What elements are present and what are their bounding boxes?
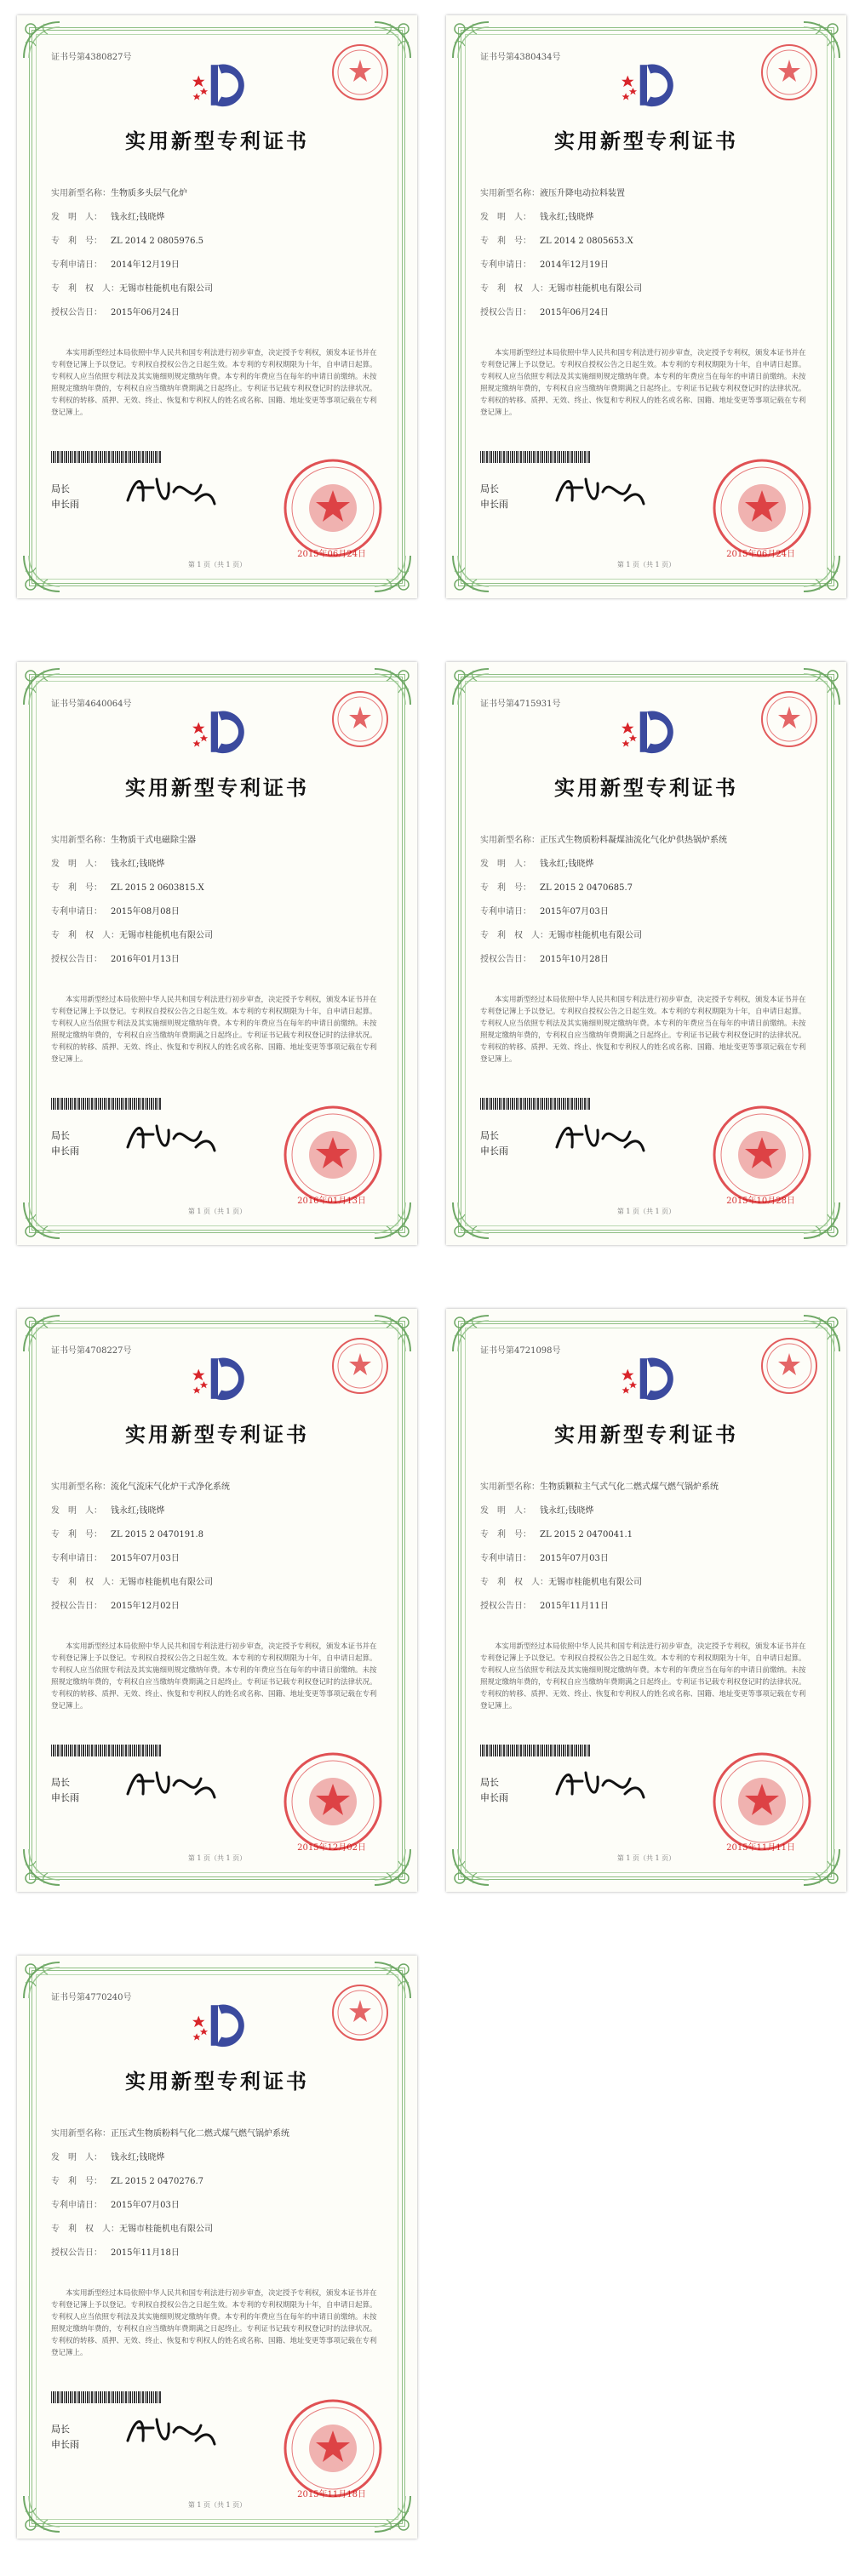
page-number: 第 1 页（共 1 页） — [187, 1208, 247, 1215]
utility-name-label: 实用新型名称： — [480, 836, 540, 845]
inventor-label: 发 明 人： — [51, 860, 102, 869]
patentee-row — [51, 1574, 213, 1587]
inventor-row — [51, 856, 164, 869]
inventor-value: 钱永红;钱晓烨 — [111, 1506, 165, 1516]
patentee-value: 无锡市桂能机电有限公司 — [119, 2225, 213, 2234]
corner-seal-icon — [759, 689, 819, 749]
inventor-value: 钱永红;钱晓烨 — [111, 213, 165, 222]
filing-date-label: 专利申请日： — [51, 1554, 102, 1563]
grant-date-value: 2015年12月02日 — [111, 1602, 180, 1611]
page-number: 第 1 页（共 1 页） — [616, 1208, 676, 1215]
utility-name-label: 实用新型名称： — [51, 836, 111, 845]
director-block — [480, 482, 508, 512]
corner-seal-icon — [330, 1336, 390, 1396]
official-seal-icon — [712, 1105, 812, 1205]
patent-number-label: 专 利 号： — [480, 883, 531, 893]
inventor-row — [51, 2150, 164, 2162]
utility-name-value: 生物质干式电磁除尘器 — [111, 836, 196, 845]
utility-name-row — [480, 186, 625, 198]
patentee-label: 专 利 权 人： — [51, 1578, 119, 1587]
patent-number-value: ZL 2014 2 0805976.5 — [111, 237, 204, 246]
grant-date-value: 2015年11月11日 — [540, 1602, 609, 1611]
grant-date-label: 授权公告日： — [480, 1602, 531, 1611]
patentee-value: 无锡市桂能机电有限公司 — [548, 931, 642, 940]
utility-name-row — [480, 1479, 719, 1492]
certificate-title: 实用新型专利证书 — [554, 1422, 738, 1447]
patentee-row — [51, 2221, 213, 2234]
official-seal-icon — [283, 2398, 383, 2499]
director-title: 局长 — [480, 1130, 499, 1141]
inventor-value: 钱永红;钱晓烨 — [540, 1506, 594, 1516]
grant-date-value: 2015年10月28日 — [540, 955, 609, 964]
utility-name-row — [51, 186, 187, 198]
utility-name-value: 正压式生物质粉料凝煤油流化气化炉供热锅炉系统 — [540, 836, 727, 845]
patent-number-label: 专 利 号： — [51, 2177, 102, 2186]
certificate-number: 证书号第4380434号 — [480, 53, 561, 62]
patent-certificate — [17, 1309, 417, 1892]
filing-date-value: 2014年12月19日 — [540, 260, 609, 270]
patentee-label: 专 利 权 人： — [51, 284, 119, 294]
utility-name-row — [51, 1479, 230, 1492]
patent-certificate — [446, 662, 846, 1245]
utility-name-value: 流化气流床气化炉干式净化系统 — [111, 1482, 230, 1492]
signature-icon — [119, 2407, 221, 2458]
certificate-body-text: 本实用新型经过本局依照中华人民共和国专利法进行初步审查，决定授予专利权，颁发本证书并在专利登记簿上予以登记。专利权自授权公告之日起生效。本专利的专利权期限为十年，自申请日起算。专利权人应当依照专利法及其实施细则规定缴纳年费。本专利的年费应当在每年的申请日前缴纳。未按照规定缴纳年费的，专利权自应当缴纳年费期满之日起终止。专利证书记载专利权登记时的法律状况。专利权的转移、质押、无效、终止、恢复和专利权人的姓名或名称、国籍、地址变更等事项记载在专利登记簿上。 — [51, 996, 377, 1064]
patent-certificate — [446, 1309, 846, 1892]
patent-number-row — [51, 233, 203, 246]
signature-icon — [548, 1760, 650, 1811]
filing-date-label: 专利申请日： — [480, 1554, 531, 1563]
utility-name-label: 实用新型名称： — [51, 2129, 111, 2139]
inventor-label: 发 明 人： — [480, 860, 531, 869]
filing-date-row — [51, 2197, 180, 2210]
barcode-icon — [480, 1098, 591, 1110]
certificate-title: 实用新型专利证书 — [125, 2069, 309, 2093]
grant-date-row — [51, 1598, 180, 1611]
cnipa-logo-icon — [187, 706, 249, 757]
page-number: 第 1 页（共 1 页） — [187, 561, 247, 568]
filing-date-row — [51, 904, 180, 917]
official-seal-icon — [283, 458, 383, 558]
patentee-value: 无锡市桂能机电有限公司 — [548, 1578, 642, 1587]
grant-date-label: 授权公告日： — [480, 955, 531, 964]
inventor-row — [480, 1503, 593, 1516]
barcode-icon — [51, 2391, 162, 2403]
page-number: 第 1 页（共 1 页） — [616, 1854, 676, 1862]
grant-date-label: 授权公告日： — [480, 308, 531, 317]
patentee-label: 专 利 权 人： — [480, 284, 548, 294]
cnipa-logo-icon — [187, 2000, 249, 2051]
corner-seal-icon — [330, 1983, 390, 2042]
director-block — [51, 482, 79, 512]
grant-date-row — [51, 951, 180, 964]
director-title: 局长 — [51, 1130, 70, 1141]
patent-number-value: ZL 2015 2 0603815.X — [111, 883, 204, 893]
barcode-icon — [480, 1745, 591, 1756]
patent-number-row — [480, 1527, 633, 1539]
certificate-number: 证书号第4770240号 — [51, 1993, 132, 2002]
patentee-row — [51, 928, 213, 940]
grant-date-label: 授权公告日： — [51, 2248, 102, 2258]
utility-name-row — [51, 832, 196, 845]
grant-date-label: 授权公告日： — [51, 1602, 102, 1611]
inventor-label: 发 明 人： — [51, 2153, 102, 2162]
barcode-icon — [51, 1745, 162, 1756]
seal-date: 2015年06月24日 — [297, 550, 366, 559]
patentee-value: 无锡市桂能机电有限公司 — [119, 931, 213, 940]
utility-name-label: 实用新型名称： — [51, 189, 111, 198]
filing-date-row — [51, 1551, 180, 1563]
inventor-value: 钱永红;钱晓烨 — [111, 860, 165, 869]
utility-name-value: 生物质多头层气化炉 — [111, 189, 187, 198]
patent-number-value: ZL 2015 2 0470276.7 — [111, 2177, 204, 2186]
official-seal-icon — [283, 1751, 383, 1852]
filing-date-value: 2015年07月03日 — [111, 1554, 180, 1563]
grant-date-row — [480, 1598, 609, 1611]
certificate-title: 实用新型专利证书 — [554, 775, 738, 800]
corner-seal-icon — [759, 43, 819, 102]
utility-name-value: 液压升降电动拉料装置 — [540, 189, 625, 198]
filing-date-row — [480, 1551, 609, 1563]
utility-name-row — [51, 2126, 289, 2139]
filing-date-label: 专利申请日： — [51, 260, 102, 270]
patent-number-value: ZL 2015 2 0470041.1 — [540, 1530, 633, 1539]
certificate-title: 实用新型专利证书 — [554, 129, 738, 153]
certificate-number: 证书号第4640064号 — [51, 700, 132, 709]
patent-number-value: ZL 2015 2 0470191.8 — [111, 1530, 204, 1539]
filing-date-label: 专利申请日： — [51, 2201, 102, 2210]
filing-date-value: 2014年12月19日 — [111, 260, 180, 270]
inventor-row — [51, 209, 164, 222]
cnipa-logo-icon — [616, 60, 678, 111]
patentee-value: 无锡市桂能机电有限公司 — [548, 284, 642, 294]
director-name: 申长雨 — [51, 1792, 79, 1803]
patent-number-label: 专 利 号： — [480, 237, 531, 246]
patent-number-label: 专 利 号： — [51, 1530, 102, 1539]
filing-date-row — [480, 257, 609, 270]
inventor-row — [480, 856, 593, 869]
certificate-body-text: 本实用新型经过本局依照中华人民共和国专利法进行初步审查，决定授予专利权，颁发本证书并在专利登记簿上予以登记。专利权自授权公告之日起生效。本专利的专利权期限为十年，自申请日起算。专利权人应当依照专利法及其实施细则规定缴纳年费。本专利的年费应当在每年的申请日前缴纳。未按照规定缴纳年费的，专利权自应当缴纳年费期满之日起终止。专利证书记载专利权登记时的法律状况。专利权的转移、质押、无效、终止、恢复和专利权人的姓名或名称、国籍、地址变更等事项记载在专利登记簿上。 — [51, 2289, 377, 2357]
seal-date: 2015年11月11日 — [726, 1843, 795, 1853]
filing-date-label: 专利申请日： — [51, 907, 102, 917]
director-name: 申长雨 — [51, 499, 79, 510]
seal-date: 2015年10月28日 — [726, 1197, 795, 1206]
director-name: 申长雨 — [480, 1792, 508, 1803]
utility-name-label: 实用新型名称： — [480, 189, 540, 198]
patentee-label: 专 利 权 人： — [51, 931, 119, 940]
director-block — [480, 1775, 508, 1806]
corner-seal-icon — [759, 1336, 819, 1396]
seal-date: 2015年12月02日 — [297, 1843, 366, 1853]
utility-name-label: 实用新型名称： — [480, 1482, 540, 1492]
inventor-label: 发 明 人： — [480, 213, 531, 222]
grant-date-label: 授权公告日： — [51, 955, 102, 964]
grant-date-value: 2016年01月13日 — [111, 955, 180, 964]
inventor-label: 发 明 人： — [51, 213, 102, 222]
patent-number-row — [480, 233, 633, 246]
director-title: 局长 — [480, 483, 499, 494]
patent-number-label: 专 利 号： — [480, 1530, 531, 1539]
certificate-body-text: 本实用新型经过本局依照中华人民共和国专利法进行初步审查，决定授予专利权，颁发本证书并在专利登记簿上予以登记。专利权自授权公告之日起生效。本专利的专利权期限为十年，自申请日起算。专利权人应当依照专利法及其实施细则规定缴纳年费。本专利的年费应当在每年的申请日前缴纳。未按照规定缴纳年费的，专利权自应当缴纳年费期满之日起终止。专利证书记载专利权登记时的法律状况。专利权的转移、质押、无效、终止、恢复和专利权人的姓名或名称、国籍、地址变更等事项记载在专利登记簿上。 — [480, 349, 806, 417]
director-name: 申长雨 — [51, 2439, 79, 2450]
grant-date-value: 2015年06月24日 — [540, 308, 609, 317]
patent-number-row — [51, 880, 204, 893]
filing-date-value: 2015年07月03日 — [111, 2201, 180, 2210]
patentee-value: 无锡市桂能机电有限公司 — [119, 1578, 213, 1587]
certificate-title: 实用新型专利证书 — [125, 775, 309, 800]
corner-seal-icon — [330, 43, 390, 102]
corner-seal-icon — [330, 689, 390, 749]
certificate-body-text: 本实用新型经过本局依照中华人民共和国专利法进行初步审查，决定授予专利权，颁发本证书并在专利登记簿上予以登记。专利权自授权公告之日起生效。本专利的专利权期限为十年，自申请日起算。专利权人应当依照专利法及其实施细则规定缴纳年费。本专利的年费应当在每年的申请日前缴纳。未按照规定缴纳年费的，专利权自应当缴纳年费期满之日起终止。专利证书记载专利权登记时的法律状况。专利权的转移、质押、无效、终止、恢复和专利权人的姓名或名称、国籍、地址变更等事项记载在专利登记簿上。 — [51, 349, 377, 417]
filing-date-value: 2015年08月08日 — [111, 907, 180, 917]
grant-date-row — [51, 2245, 180, 2258]
certificate-body-text: 本实用新型经过本局依照中华人民共和国专利法进行初步审查，决定授予专利权，颁发本证书并在专利登记簿上予以登记。专利权自授权公告之日起生效。本专利的专利权期限为十年，自申请日起算。专利权人应当依照专利法及其实施细则规定缴纳年费。本专利的年费应当在每年的申请日前缴纳。未按照规定缴纳年费的，专利权自应当缴纳年费期满之日起终止。专利证书记载专利权登记时的法律状况。专利权的转移、质押、无效、终止、恢复和专利权人的姓名或名称、国籍、地址变更等事项记载在专利登记簿上。 — [51, 1642, 377, 1711]
grant-date-row — [480, 951, 609, 964]
director-block — [480, 1128, 508, 1159]
director-block — [51, 1128, 79, 1159]
certificate-number: 证书号第4380827号 — [51, 53, 132, 62]
patentee-row — [480, 1574, 642, 1587]
director-title: 局长 — [51, 1777, 70, 1788]
utility-name-value: 正压式生物质粉料气化二燃式煤气燃气锅炉系统 — [111, 2129, 289, 2139]
page-number: 第 1 页（共 1 页） — [187, 1854, 247, 1862]
filing-date-value: 2015年07月03日 — [540, 907, 609, 917]
grant-date-label: 授权公告日： — [51, 308, 102, 317]
patentee-row — [480, 281, 642, 294]
cnipa-logo-icon — [187, 60, 249, 111]
inventor-row — [51, 1503, 164, 1516]
barcode-icon — [51, 451, 162, 463]
signature-icon — [548, 1113, 650, 1164]
barcode-icon — [480, 451, 591, 463]
cnipa-logo-icon — [616, 1353, 678, 1404]
filing-date-row — [480, 904, 609, 917]
patent-number-value: ZL 2014 2 0805653.X — [540, 237, 633, 246]
signature-icon — [548, 466, 650, 517]
grant-date-value: 2015年06月24日 — [111, 308, 180, 317]
patent-number-label: 专 利 号： — [51, 237, 102, 246]
cnipa-logo-icon — [616, 706, 678, 757]
director-title: 局长 — [51, 483, 70, 494]
seal-date: 2016年01月13日 — [297, 1197, 366, 1206]
patentee-value: 无锡市桂能机电有限公司 — [119, 284, 213, 294]
grant-date-value: 2015年11月18日 — [111, 2248, 180, 2258]
certificate-body-text: 本实用新型经过本局依照中华人民共和国专利法进行初步审查，决定授予专利权，颁发本证书并在专利登记簿上予以登记。专利权自授权公告之日起生效。本专利的专利权期限为十年，自申请日起算。专利权人应当依照专利法及其实施细则规定缴纳年费。本专利的年费应当在每年的申请日前缴纳。未按照规定缴纳年费的，专利权自应当缴纳年费期满之日起终止。专利证书记载专利权登记时的法律状况。专利权的转移、质押、无效、终止、恢复和专利权人的姓名或名称、国籍、地址变更等事项记载在专利登记簿上。 — [480, 1642, 806, 1711]
inventor-value: 钱永红;钱晓烨 — [540, 213, 594, 222]
director-name: 申长雨 — [51, 1145, 79, 1157]
page-number: 第 1 页（共 1 页） — [616, 561, 676, 568]
patentee-label: 专 利 权 人： — [51, 2225, 119, 2234]
utility-name-label: 实用新型名称： — [51, 1482, 111, 1492]
inventor-value: 钱永红;钱晓烨 — [111, 2153, 165, 2162]
seal-date: 2015年11月18日 — [297, 2490, 366, 2499]
certificate-number: 证书号第4708227号 — [51, 1346, 132, 1356]
patent-certificate — [17, 1956, 417, 2539]
filing-date-label: 专利申请日： — [480, 260, 531, 270]
patent-number-label: 专 利 号： — [51, 883, 102, 893]
patentee-row — [51, 281, 213, 294]
utility-name-value: 生物质颗粒主气式气化二燃式煤气燃气锅炉系统 — [540, 1482, 719, 1492]
official-seal-icon — [283, 1105, 383, 1205]
patent-certificate — [446, 15, 846, 598]
director-block — [51, 1775, 79, 1806]
barcode-icon — [51, 1098, 162, 1110]
inventor-label: 发 明 人： — [480, 1506, 531, 1516]
director-name: 申长雨 — [480, 499, 508, 510]
patent-certificate — [17, 15, 417, 598]
inventor-row — [480, 209, 593, 222]
inventor-label: 发 明 人： — [51, 1506, 102, 1516]
patentee-label: 专 利 权 人： — [480, 1578, 548, 1587]
official-seal-icon — [712, 458, 812, 558]
cnipa-logo-icon — [187, 1353, 249, 1404]
certificate-title: 实用新型专利证书 — [125, 1422, 309, 1447]
director-block — [51, 2422, 79, 2453]
signature-icon — [119, 1113, 221, 1164]
patentee-label: 专 利 权 人： — [480, 931, 548, 940]
filing-date-label: 专利申请日： — [480, 907, 531, 917]
grant-date-row — [480, 305, 609, 317]
filing-date-row — [51, 257, 180, 270]
patent-number-row — [51, 2173, 203, 2186]
certificate-title: 实用新型专利证书 — [125, 129, 309, 153]
utility-name-row — [480, 832, 727, 845]
seal-date: 2015年06月24日 — [726, 550, 795, 559]
official-seal-icon — [712, 1751, 812, 1852]
director-title: 局长 — [480, 1777, 499, 1788]
filing-date-value: 2015年07月03日 — [540, 1554, 609, 1563]
patent-certificate — [17, 662, 417, 1245]
patent-number-row — [51, 1527, 203, 1539]
certificate-body-text: 本实用新型经过本局依照中华人民共和国专利法进行初步审查，决定授予专利权，颁发本证书并在专利登记簿上予以登记。专利权自授权公告之日起生效。本专利的专利权期限为十年，自申请日起算。专利权人应当依照专利法及其实施细则规定缴纳年费。本专利的年费应当在每年的申请日前缴纳。未按照规定缴纳年费的，专利权自应当缴纳年费期满之日起终止。专利证书记载专利权登记时的法律状况。专利权的转移、质押、无效、终止、恢复和专利权人的姓名或名称、国籍、地址变更等事项记载在专利登记簿上。 — [480, 996, 806, 1064]
signature-icon — [119, 466, 221, 517]
director-title: 局长 — [51, 2424, 70, 2435]
patentee-row — [480, 928, 642, 940]
director-name: 申长雨 — [480, 1145, 508, 1157]
patent-number-row — [480, 880, 633, 893]
inventor-value: 钱永红;钱晓烨 — [540, 860, 594, 869]
patent-number-value: ZL 2015 2 0470685.7 — [540, 883, 633, 893]
certificate-number: 证书号第4721098号 — [480, 1346, 561, 1356]
page-number: 第 1 页（共 1 页） — [187, 2501, 247, 2509]
grant-date-row — [51, 305, 180, 317]
certificate-number: 证书号第4715931号 — [480, 700, 561, 709]
signature-icon — [119, 1760, 221, 1811]
